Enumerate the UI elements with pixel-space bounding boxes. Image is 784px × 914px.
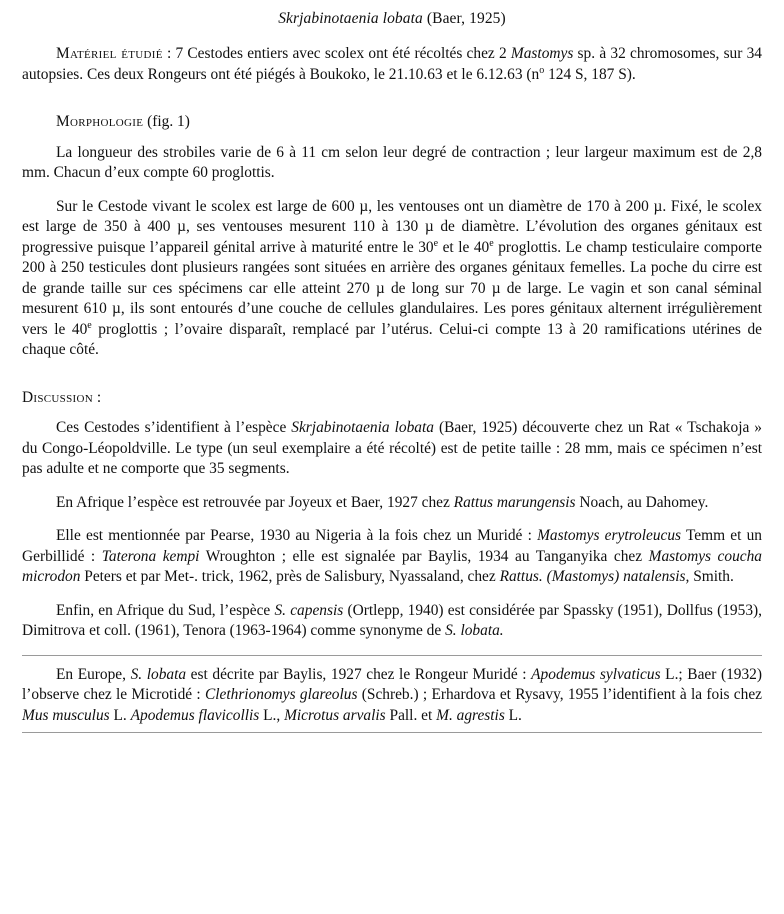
discussion-paragraph-4: Enfin, en Afrique du Sud, l’espèce S. capensis (Ortlepp, 1940) est considérée par Spassky (1951), Dollfus (1953), Dimitrova et coll. (1961), Tenora (1963-1964) comme synonyme de S. lobata. xyxy=(22,601,762,639)
title-authority: (Baer, 1925) xyxy=(422,10,506,27)
spacer-discussion xyxy=(22,374,762,388)
discussion-paragraph-5: En Europe, S. lobata est décrite par Baylis, 1927 chez le Rongeur Muridé : Apodemus sylvaticus L.; Baer (1932) l’observe chez le Microtidé : Clethrionomys glareolus (Schreb.) ; Erhardova et Rysavy, 1955 l’identifient à la fois chez Mus musculus L. Apodemus flavicollis L., Microtus arvalis Pall. et M. agrestis L. xyxy=(22,665,762,724)
discussion-label: Discussion xyxy=(22,388,93,406)
page-title xyxy=(22,10,762,28)
morphology-figure-ref: (fig. 1) xyxy=(143,113,190,130)
material-label: Matériel étudié xyxy=(56,45,163,62)
material-body: : 7 Cestodes entiers avec scolex ont été récoltés chez 2 Mastomys sp. à 32 chromosomes, sur 34 autopsies. Ces deux Rongeurs ont été piégés à Boukoko, le 21.10.63 et le 6.12.63 ($n^o$ 124 S, 187 S). xyxy=(22,45,762,83)
spacer-morphology xyxy=(22,98,762,112)
discussion-heading xyxy=(22,388,762,409)
morphology-label: Morphologie xyxy=(56,113,144,130)
discussion-paragraph-1: Ces Cestodes s’identifient à l’espèce Skrjabinotaenia lobata (Baer, 1925) découverte chez un Rat « Tschakoja » du Congo-Léopoldville. Le type (un seul exemplaire a été récolté) est de petite taille : 28 mm, mais ce spécimen n’est pas adulte et ne comporte que 35 segments. xyxy=(22,419,763,477)
morphology-paragraph-2: Sur le Cestode vivant le scolex est large de 600 µ, les ventouses ont un diamètre de 170 à 200 µ. Fixé, le scolex est large de 350 à 400 µ, ses ventouses mesurent 110 à 130 µ de diamètre. L’évolution des organes génitaux est progressive puisque l’appareil génital arrive à maturité entre le 30e et le 40e proglottis. Le champ testiculaire comporte 200 à 250 testicules dont plusieurs rangées sont situées en arrière des organes génitaux femelles. La poche du cirre est de grande taille sur ces spécimens car elle atteint 270 µ de long sur 70 µ de large. Le vagin et son canal séminal mesurent 610 µ, ils sont entourés d’une couche de cellules glandulaires. Les pores génitaux alternent irrégulièrement vers le 40e proglottis ; l’ovaire disparaît, remplacé par l’utérus. Celui-ci compte 13 à 20 ramifications utérines de chaque côté. xyxy=(22,197,763,358)
discussion-paragraph-3: Elle est mentionnée par Pearse, 1930 au Nigeria à la fois chez un Muridé : Mastomys erytroleucus Temm et un Gerbillidé : Taterona kempi Wroughton ; elle est signalée par Baylis, 1934 au Tanganyika chez Mastomys coucha microdon Peters et par Met-. trick, 1962, près de Salisbury, Nyassaland, chez Rattus. (Mastomys) natalensis, Smith. xyxy=(22,527,763,585)
morphology-paragraph-1: La longueur des strobiles varie de 6 à 11 cm selon leur degré de contraction ; leur largeur maximum est de 2,8 mm. Chacun d’eux compte 60 proglottis. xyxy=(22,143,762,181)
discussion-paragraph-2: En Afrique l’espèce est retrouvée par Joyeux et Baer, 1927 chez Rattus marungensis Noach, au Dahomey. xyxy=(56,493,709,511)
europe-block xyxy=(22,655,762,734)
morphology-heading xyxy=(22,112,762,133)
material-paragraph xyxy=(22,44,762,85)
discussion-label-suffix: : xyxy=(92,388,102,406)
title-species-name: Skrjabinotaenia lobata xyxy=(278,10,423,27)
